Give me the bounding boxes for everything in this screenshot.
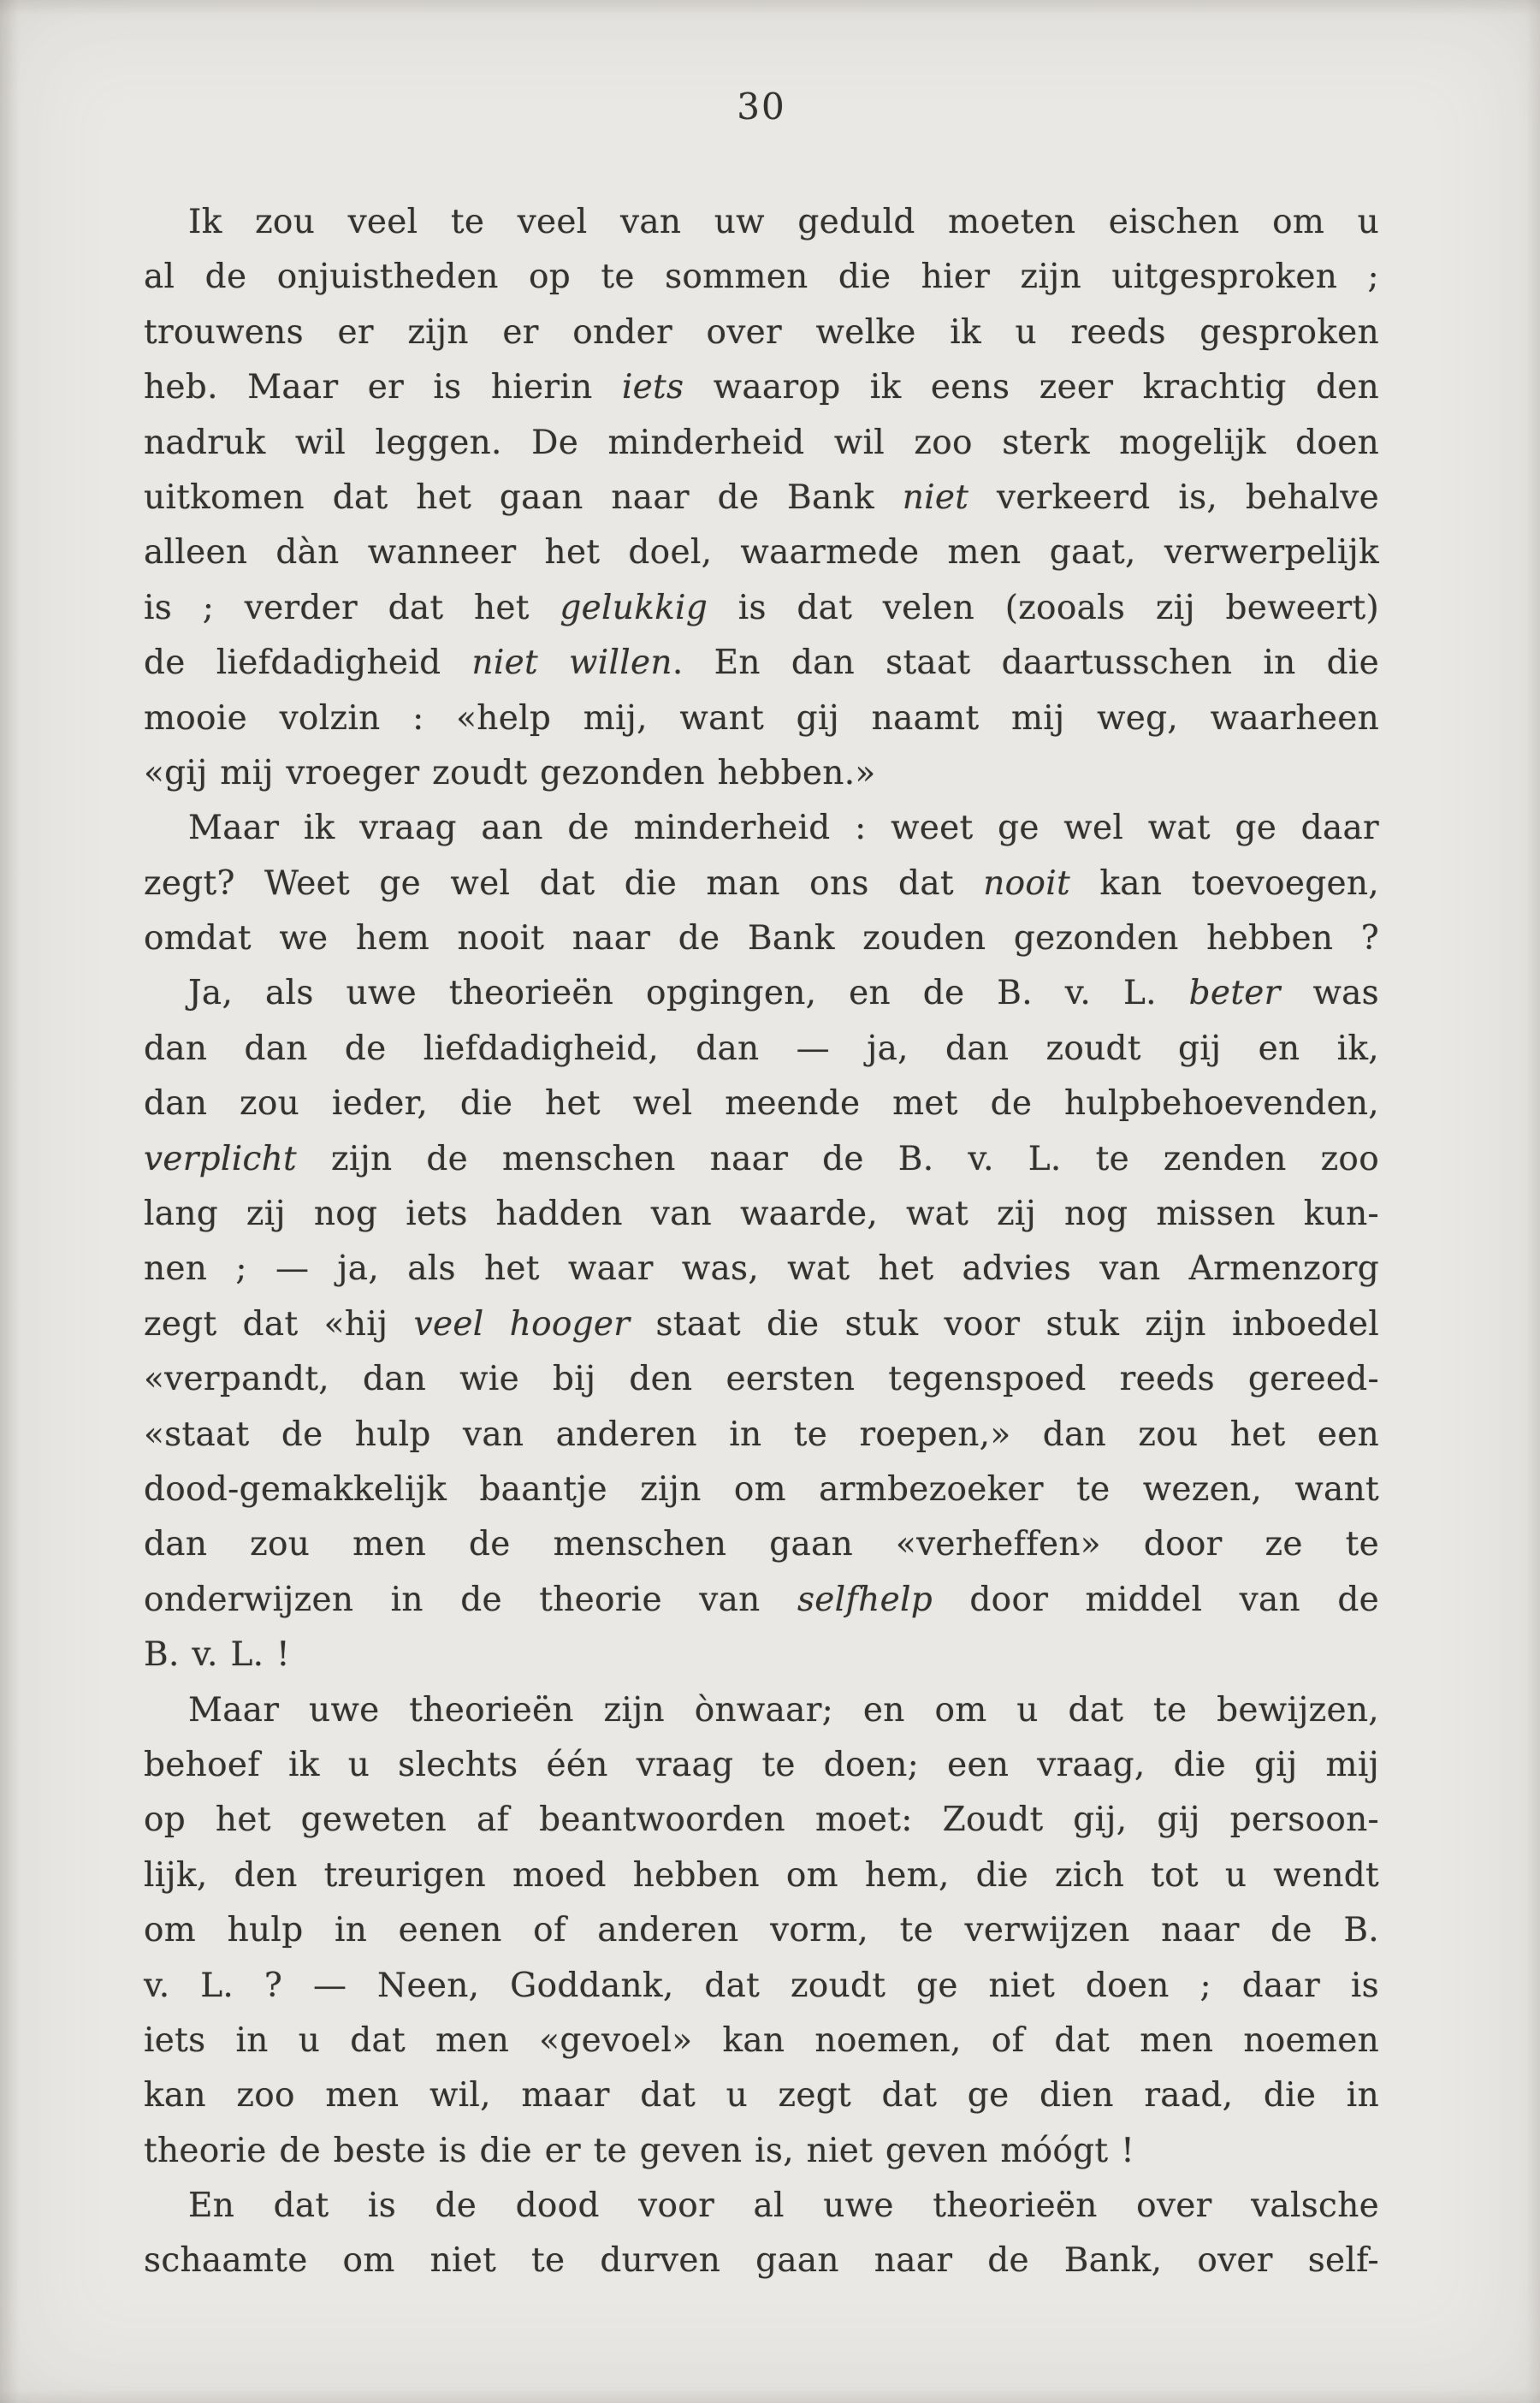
text-segment: B. v. L. ! [144, 1635, 291, 1675]
text-segment: omdat we hem nooit naar de Bank zouden gezonden hebben ? [144, 919, 1379, 958]
text-line [144, 1959, 1379, 2014]
text-segment: «verpandt, dan wie bij den eersten tegenspoed reeds gereed- [144, 1360, 1379, 1399]
text-line [144, 2068, 1379, 2123]
text-segment: «gij mij vroeger zoudt gezonden hebben.» [144, 753, 876, 792]
text-segment: was [1280, 974, 1379, 1013]
text-segment: heb. Maar er is hierin [144, 368, 622, 407]
text-segment: dood-gemakkelijk baantje zijn om armbezoeker te wezen, want [144, 1469, 1379, 1509]
text-line [144, 1352, 1379, 1407]
text-line [144, 1903, 1379, 1958]
paragraph [144, 2179, 1379, 2289]
text-segment: lijk, den treurigen moed hebben om hem, die zich tot u wendt [144, 1855, 1379, 1895]
text-line [144, 416, 1379, 471]
text-line [144, 1463, 1379, 1517]
text-segment: verkeerd is, behalve [968, 478, 1379, 517]
text-segment: om hulp in eenen of anderen vorm, te verwijzen naar de B. [144, 1911, 1379, 1950]
text-segment: staat die stuk voor stuk zijn inboedel [630, 1304, 1380, 1344]
text-segment: Ja, als uwe theorieën opgingen, en de B. v. L. [188, 974, 1189, 1013]
text-segment: waarop ik eens zeer krachtig den [684, 368, 1380, 407]
text-line [144, 1628, 1379, 1682]
italic-text-segment: gelukkig [560, 588, 708, 627]
text-line [144, 1573, 1379, 1628]
text-line [144, 1242, 1379, 1296]
text-segment: door middel van de [933, 1580, 1379, 1619]
page-number: 30 [737, 86, 786, 128]
text-segment: mooie volzin : «help mij, want gij naamt mij weg, waarheen [144, 698, 1379, 738]
text-line [144, 2179, 1379, 2234]
text-line [144, 1738, 1379, 1793]
text-line [144, 471, 1379, 525]
text-block [144, 195, 1379, 2289]
text-line [144, 857, 1379, 911]
text-line [144, 2014, 1379, 2068]
text-line [144, 911, 1379, 966]
italic-text-segment: veel hooger [413, 1304, 631, 1344]
text-segment: behoef ik u slechts één vraag te doen; een vraag, die gij mij [144, 1745, 1379, 1784]
text-segment: «staat de hulp van anderen in te roepen,» dan zou het een [144, 1415, 1379, 1454]
italic-text-segment: iets [621, 368, 684, 407]
text-line [144, 966, 1379, 1021]
text-line [144, 691, 1379, 746]
text-line [144, 2124, 1379, 2179]
text-segment: Ik zou veel te veel van uw geduld moeten eischen om u [188, 203, 1379, 241]
text-segment: dan dan de liefdadigheid, dan — ja, dan zoudt gij en ik, [144, 1029, 1379, 1068]
text-segment: Maar uwe theorieën zijn ònwaar; en om u dat te bewijzen, [188, 1690, 1379, 1730]
paragraph [144, 801, 1379, 966]
text-segment: dan zou men de menschen gaan «verheffen» door ze te [144, 1525, 1379, 1564]
text-line [144, 2234, 1379, 2288]
text-segment: onderwijzen in de theorie van [144, 1580, 797, 1619]
paragraph [144, 1683, 1379, 2180]
text-segment: kan toevoegen, [1069, 863, 1380, 903]
text-line [144, 195, 1379, 250]
text-segment: schaamte om niet te durven gaan naar de Bank, over self- [144, 2241, 1379, 2281]
text-segment: lang zij nog iets hadden van waarde, wat zij nog missen kun- [144, 1195, 1379, 1234]
text-line [144, 525, 1379, 580]
text-segment: dan zou ieder, die het wel meende met de hulpbehoevenden, [144, 1084, 1379, 1124]
text-line [144, 746, 1379, 801]
italic-text-segment: verplicht [144, 1139, 297, 1178]
text-segment: trouwens er zijn er onder over welke ik u reeds gesproken [144, 312, 1379, 352]
text-segment: alleen dàn wanneer het doel, waarmede men gaat, verwerpelijk [144, 533, 1379, 573]
text-segment: iets in u dat men «gevoel» kan noemen, of dat men noemen [144, 2020, 1379, 2060]
text-line [144, 1517, 1379, 1572]
text-segment: zegt? Weet ge wel dat die man ons dat [144, 863, 984, 903]
text-segment: theorie de beste is die er te geven is, niet geven móógt ! [144, 2131, 1135, 2170]
text-line [144, 1187, 1379, 1242]
text-line [144, 360, 1379, 415]
text-line [144, 1848, 1379, 1903]
paragraph [144, 966, 1379, 1682]
italic-text-segment: selfhelp [797, 1580, 933, 1619]
text-segment: Maar ik vraag aan de minderheid : weet ge wel wat ge daar [188, 809, 1379, 848]
text-line [144, 1408, 1379, 1463]
text-line [144, 1022, 1379, 1077]
text-segment: nen ; — ja, als het waar was, wat het advies van Armenzorg [144, 1249, 1379, 1289]
text-line [144, 636, 1379, 691]
text-segment: is dat velen (zooals zij beweert) [708, 588, 1379, 627]
italic-text-segment: beter [1188, 974, 1281, 1013]
text-line [144, 581, 1379, 636]
italic-text-segment: niet willen [471, 644, 672, 683]
italic-text-segment: nooit [983, 863, 1070, 903]
text-segment: zijn de menschen naar de B. v. L. te zenden zoo [297, 1139, 1379, 1178]
text-segment: v. L. ? — Neen, Goddank, dat zoudt ge niet doen ; daar is [144, 1966, 1379, 2005]
text-segment: nadruk wil leggen. De minderheid wil zoo sterk mogelijk doen [144, 423, 1379, 462]
text-segment: is ; verder dat het [144, 588, 560, 627]
text-segment: . En dan staat daartusschen in die [672, 644, 1379, 683]
text-segment: zegt dat «hij [144, 1304, 414, 1344]
italic-text-segment: niet [902, 478, 969, 517]
text-line [144, 1132, 1379, 1187]
paragraph [144, 195, 1379, 801]
text-segment: al de onjuistheden op te sommen die hier zijn uitgesproken ; [144, 258, 1379, 297]
text-line [144, 306, 1379, 360]
text-line [144, 801, 1379, 856]
text-segment: de liefdadigheid [144, 644, 472, 683]
text-segment: kan zoo men wil, maar dat u zegt dat ge dien raad, die in [144, 2076, 1379, 2115]
text-segment: En dat is de dood voor al uwe theorieën over valsche [188, 2186, 1379, 2226]
text-line [144, 1297, 1379, 1352]
text-line [144, 250, 1379, 305]
text-line [144, 1683, 1379, 1738]
text-segment: op het geweten af beantwoorden moet: Zoudt gij, gij persoon- [144, 1801, 1379, 1840]
text-line [144, 1793, 1379, 1848]
text-line [144, 1077, 1379, 1131]
text-segment: uitkomen dat het gaan naar de Bank [144, 478, 903, 517]
